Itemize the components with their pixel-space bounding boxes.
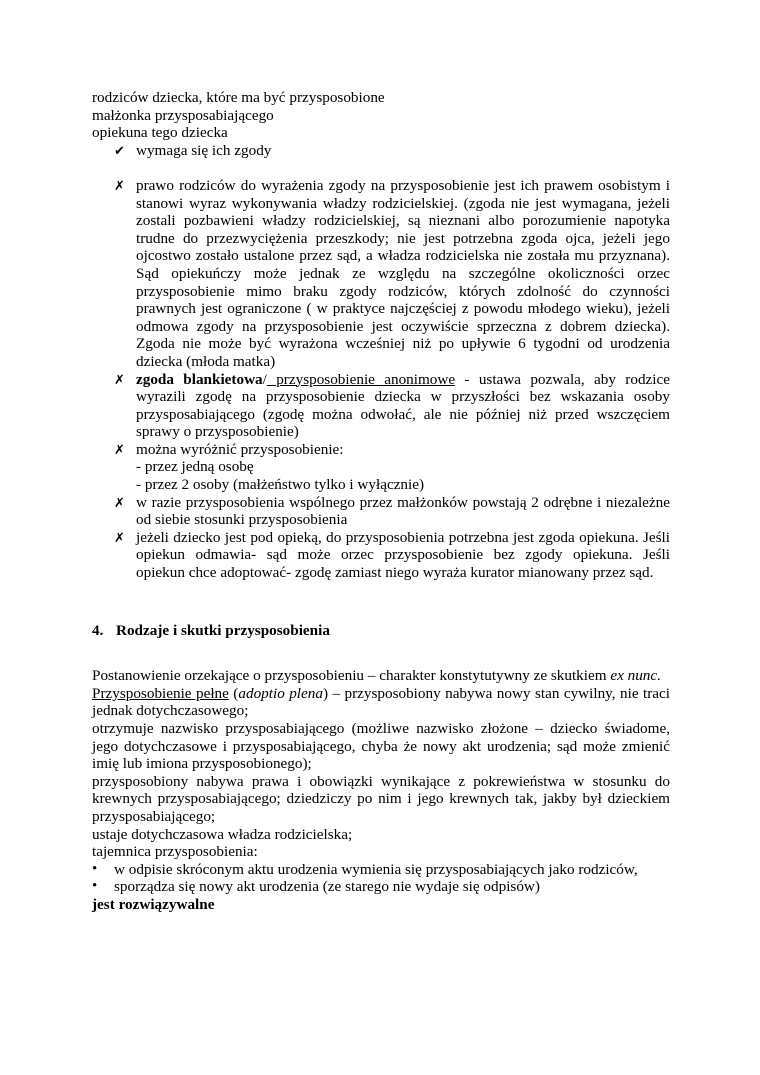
paragraph-constitutive: Postanowienie orzekające o przysposobieniu – charakter konstytutywny ze skutkiem ex nunc.	[92, 667, 661, 685]
paragraph-full-adoption: Przysposobienie pełne (adoptio plena) – przysposobiony nabywa nowy stan cywilny, nie traci	[92, 684, 670, 702]
adoption-types-text: można wyróżnić przysposobienie: - przez jedną osobę - przez 2 osoby (małżeństwo tylko i wyłącznie)	[136, 440, 425, 494]
list-item-guardian	[114, 529, 670, 582]
full-adoption-term: Przysposobienie pełne	[92, 684, 229, 702]
list-item-blank-consent	[114, 371, 670, 441]
document-page: rodziców dziecka, które ma być przysposobione małżonka przysposabiającego opiekuna tego dziecka ✔ wymaga się ich zgody ✗ prawo rodziców do wyrażenia zgody na przysposobienie jest ich prawem osobistym i stanowi wyraz wykonywania władzy rodzicielskiej. (zgoda nie jest wymagana, jeżeli zostali pozbawieni władzy rodzicielskiej, są nieznani albo porozumienie napotyka trudne do przezwyciężenia przeszkody; nie jest potrzebna zgoda ojca, jeżeli jego ojcostwo zostało ustalone przez sąd, a władza rodzicielska nie została mu przyznana). Sąd opiekuńczy może jednak ze względu na szczególne okoliczności orzec przysposobienie mimo braku zgody rodziców, których zdolność do czynności prawnych jest ograniczone ( w praktyce najczęściej z powodu młodego wieku), jeżeli odmowa zgody na przysposobienie jest oczywiście sprzeczna z dobrem dziecka). Zgoda nie może być wyrażona wcześniej niż po upływie 6 tygodni od urodzenia dziecka (młoda matka) ✗ zgoda blankietowa/ przysposobienie anonimowe - ustawa pozwala, aby rodzice wyrazili zgodę na przysposobienie dziecka w przyszłości bez wskazania osoby przysposabiającego (zgodę można odwołać, ale nie później niż przed wszczęciem sprawy o przysposobienie) ✗ można wyróżnić przysposobienie: - przez jedną osobę - przez 2 osoby (małżeństwo tylko i wyłącznie) ✗ w razie przysposobienia wspólnego przez małżonków powstają 2 odrębne i niezależne od siebie stosunki przysposobienia ✗ jeżeli dziecko jest pod opieką, do przysposobienia potrzebna jest zgoda opiekuna. Jeśli opiekun odmawia- sąd może orzec przysposobienie bez zgody opiekuna. Jeśli opiekun chce adoptować- zgodę zamiast niego wyraża kurator mianowany przez sąd. 4. Rodzaje i skutki przysposobienia Postanowienie orzekające o przysposobieniu – charakter konstytutywny ze skutkiem ex nunc. Przysposobienie pełne (adoptio plena) – przysposobiony nabywa nowy stan cywilny, nie traci jednak dotychczasowego; otrzymuje nazwisko przysposabiającego (możliwe nazwisko złożone – dziecko świadome, jego dotychczasowe i przysposabiającego, chyba że nowy akt urodzenia; sąd może zmienić imię lub imiona przysposobionego); przysposobiony nabywa prawa i obowiązki wynikające z pokrewieństwa w stosunku do krewnych przysposabiającego; dziedziczy po nim i jego krewnych tak, jakby był dzieckiem przysposabiającego; ustaje dotychczasowa władza rodzicielska; tajemnica przysposobienia: • w odpisie skróconym aktu urodzenia wymienia się przysposabiających jako rodziców, • sporządza się nowy akt urodzenia (ze starego nie wydaje się odpisów) jest rozwiązywalne	[92, 89, 670, 913]
cross-icon: ✗	[114, 494, 125, 510]
cross-icon: ✗	[114, 529, 125, 545]
cross-icon: ✗	[114, 371, 125, 387]
list-item-consent	[114, 142, 670, 160]
cross-icon: ✗	[114, 441, 125, 457]
bullet-icon: •	[92, 860, 98, 877]
paragraph-secrecy: tajemnica przysposobienia:	[92, 843, 258, 861]
bullet-icon: •	[92, 878, 98, 895]
guardian-text: jeżeli dziecko jest pod opieką, do przysposobienia potrzebna jest zgoda opiekuna. Jeśli opiekun odmawia- sąd może orzec przysposobienie bez zgody opiekuna. Jeśli opiekun chce adoptować- zgodę zamiast niego wyraża kurator mianowany przez sąd.	[136, 528, 670, 582]
list-item-joint-adoption	[114, 494, 670, 529]
intro-line-1: rodziców dziecka, które ma być przysposobione	[92, 89, 385, 106]
blank-consent-text: zgoda blankietowa/ przysposobienie anonimowe - ustawa pozwala, aby rodzice wyrazili zgodę na przysposobienie dziecka w przyszłości bez wskazania osoby przysposabiającego (zgodę można odwołać, ale nie później niż przed wszczęciem sprawy o przysposobienie)	[136, 370, 670, 441]
paragraph-rights-duties: przysposobiony nabywa prawa i obowiązki wynikające z pokrewieństwa w stosunku do	[92, 772, 670, 790]
section-number: 4.	[92, 621, 104, 639]
joint-adoption-text: w razie przysposobienia wspólnego przez małżonków powstają 2 odrębne i niezależne od siebie stosunki przysposobienia	[136, 493, 670, 529]
checkmark-icon: ✔	[114, 142, 125, 158]
blank-consent-term: zgoda blankietowa	[136, 370, 263, 388]
paragraph-parental-authority: ustaje dotychczasowa władza rodzicielska;	[92, 825, 353, 843]
consent-required-text: wymaga się ich zgody	[136, 141, 272, 159]
intro-line-3: opiekuna tego dziecka	[92, 124, 228, 142]
cross-icon: ✗	[114, 177, 125, 193]
anonymous-adoption-term: przysposobienie anonimowe	[266, 370, 456, 388]
paragraph-surname: otrzymuje nazwisko przysposabiającego (możliwe nazwisko złożone – dziecko świadome,	[92, 720, 670, 737]
list-item-parental-rights	[114, 177, 670, 371]
section-heading	[92, 622, 670, 640]
paragraph-dissolvable: jest rozwiązywalne	[92, 895, 215, 913]
intro-line-2: małżonka przysposabiającego	[92, 106, 274, 124]
parental-rights-text: prawo rodziców do wyrażenia zgody na przysposobienie jest ich prawem osobistym i stanowi wyraz wykonywania władzy rodzicielskiej. (zgoda nie jest wymagana, jeżeli zostali pozbawieni władzy rodzicielskiej, są nieznani albo porozumienie napotyka trudne do przezwyciężenia przeszkody; nie jest potrzebna zgoda ojca, jeżeli jego ojcostwo zostało ustalone przez sąd, a władza rodzicielska nie została mu przyznana). Sąd opiekuńczy może jednak ze względu na szczególne okoliczności orzec przysposobienie mimo braku zgody rodziców, których zdolność do czynności prawnych jest ograniczone ( w praktyce najczęściej z powodu młodego wieku), jeżeli odmowa zgody na przysposobienie jest oczywiście sprzeczna z dobrem dziecka). Zgoda nie może być wyrażona wcześniej niż po upływie 6 tygodni od urodzenia dziecka (młoda matka)	[136, 176, 670, 370]
list-item-short-copy: • w odpisie skróconym aktu urodzenia wymienia się przysposabiających jako rodziców,	[92, 860, 638, 878]
list-item-types	[114, 441, 670, 494]
section-title: Rodzaje i skutki przysposobienia	[116, 621, 330, 639]
list-item-new-birth-record: • sporządza się nowy akt urodzenia (ze starego nie wydaje się odpisów)	[92, 878, 540, 896]
